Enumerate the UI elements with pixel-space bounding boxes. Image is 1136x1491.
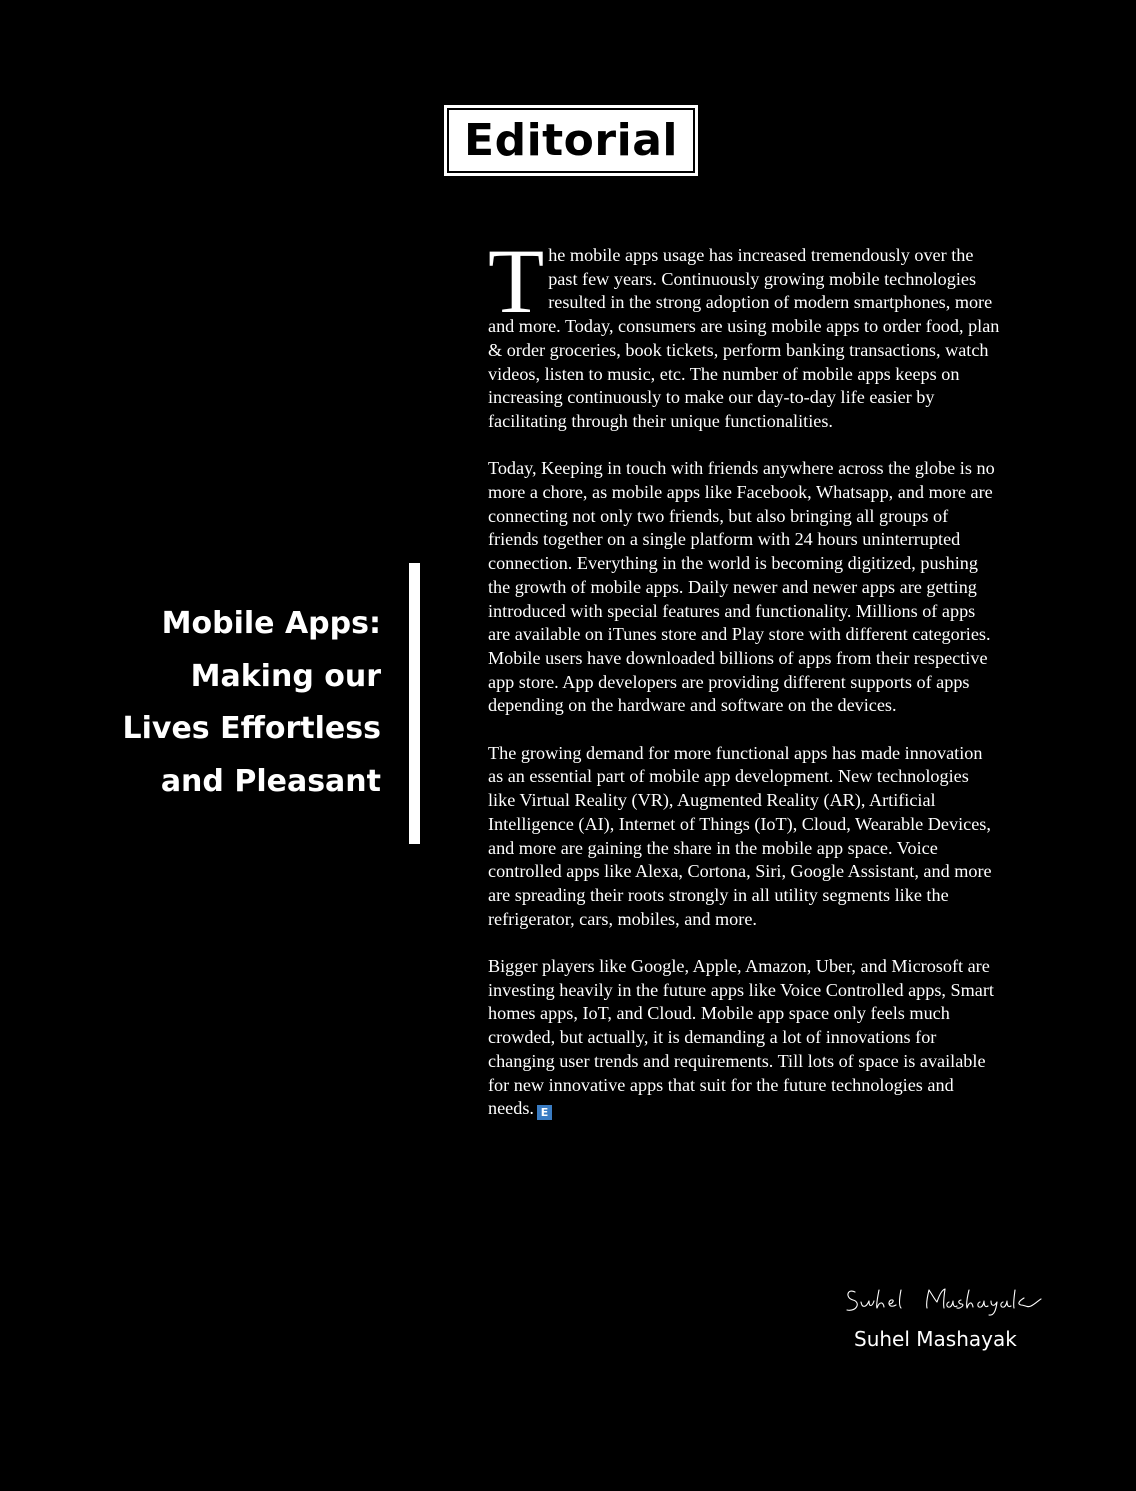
title-line-3: Lives Effortless	[122, 711, 381, 746]
article-body	[488, 230, 1000, 1145]
article-paragraph-1	[488, 230, 1000, 434]
title-line-2: Making our	[190, 658, 381, 694]
title-divider-bar	[409, 563, 420, 844]
paragraph-4-text: Bigger players like Google, Apple, Amazon, Uber, and Microsoft are investing heavily in the future apps like Voice Controlled apps, Smart homes apps, IoT, and Cloud. Mobile app space only feels much crowded, but actually, it is demanding a lot of innovations for changing user trends and requirements. Till lots of space is available for new innovative apps that suit for the future technologies and needs.	[488, 956, 994, 1119]
end-mark-icon: E	[537, 1105, 552, 1120]
handwritten-signature	[843, 1282, 1043, 1318]
article-paragraph-4	[488, 955, 1000, 1121]
title-line-4: and Pleasant	[160, 763, 381, 799]
title-line-1: Mobile Apps:	[161, 606, 381, 641]
page-heading: Editorial	[464, 115, 678, 166]
drop-cap: T	[488, 230, 545, 332]
author-name: Suhel Mashayak	[854, 1327, 1017, 1351]
article-title	[100, 598, 381, 808]
paragraph-1-text: he mobile apps usage has increased tremendously over the past few years. Continuously growing mobile technologies resulted in the strong adoption of modern smartphones, more and more. Today, consumers are using mobile apps to order food, plan & order groceries, book tickets, perform banking transactions, watch videos, listen to music, etc. The number of mobile apps keeps on increasing continuously to make our day-to-day life easier by facilitating through their unique functionalities.	[488, 245, 1000, 431]
editorial-heading-frame	[447, 108, 695, 173]
article-paragraph-3: The growing demand for more functional apps has made innovation as an essential part of mobile app development. New technologies like Virtual Reality (VR), Augmented Reality (AR), Artificial Intelligence (AI), Internet of Things (IoT), Cloud, Wearable Devices, and more are gaining the share in the mobile app space. Voice controlled apps like Alexa, Cortona, Siri, Google Assistant, and more are spreading their roots strongly in all utility segments like the refrigerator, cars, mobiles, and more.	[488, 742, 992, 929]
article-paragraph-2: Today, Keeping in touch with friends anywhere across the globe is no more a chore, as mobile apps like Facebook, Whatsapp, and more are connecting not only two friends, but also bringing all groups of friends together on a single platform with 24 hours uninterrupted connection. Everything in the world is becoming digitized, pushing the growth of mobile apps. Daily newer and newer apps are getting introduced with special features and functionality. Millions of apps are available on iTunes store and Play store with different categories. Mobile users have downloaded billions of apps from their respective app store. App developers are providing different supports of apps depending on the hardware and software on the devices.	[488, 458, 995, 716]
editorial-heading-box	[444, 105, 698, 176]
